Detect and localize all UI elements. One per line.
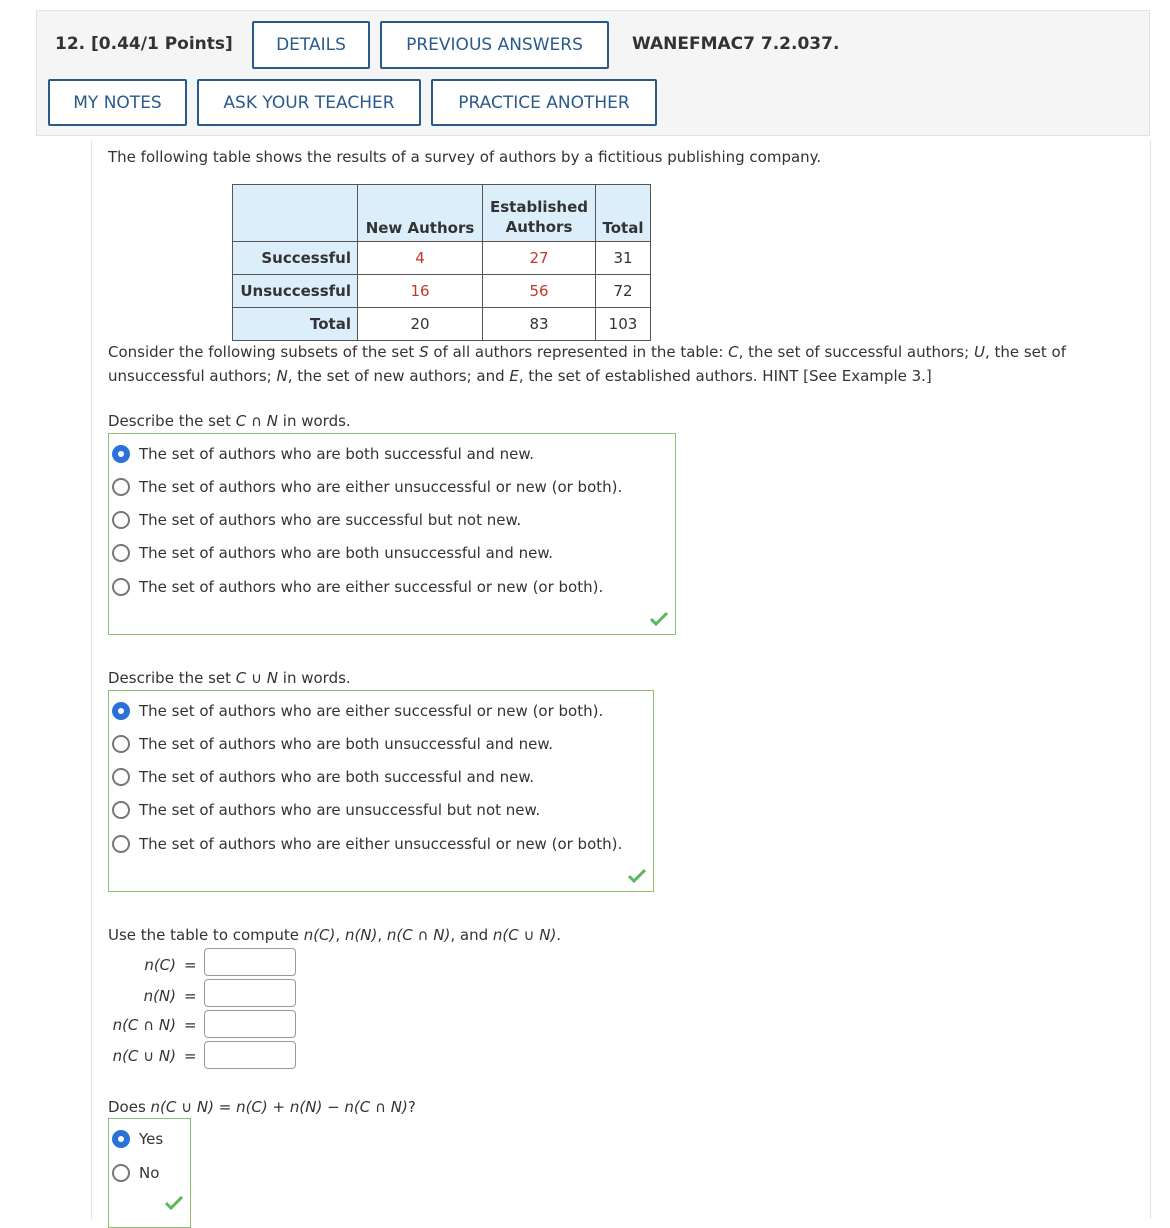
- table-cell: 83: [483, 308, 596, 341]
- nCunionN-input[interactable]: [204, 1041, 296, 1069]
- radio-icon[interactable]: [112, 835, 130, 853]
- q2-option-2[interactable]: The set of authors who are both unsuccessful and new.: [112, 733, 553, 755]
- question-number: 12. [0.44/1 Points]: [55, 34, 233, 54]
- radio-icon[interactable]: [112, 1164, 130, 1182]
- col-new-authors: New Authors: [358, 185, 483, 242]
- q4-option-no[interactable]: No: [112, 1162, 159, 1184]
- my-notes-button[interactable]: MY NOTES: [48, 79, 187, 126]
- table-cell: 103: [596, 308, 651, 341]
- q2-option-4[interactable]: The set of authors who are unsuccessful but not new.: [112, 799, 540, 821]
- nC-label: n(C): [144, 956, 176, 974]
- q1-option-3[interactable]: The set of authors who are successful but not new.: [112, 509, 521, 531]
- radio-icon[interactable]: [112, 735, 130, 753]
- nCunionN-label: n(C ∪ N): [112, 1047, 176, 1065]
- table-row: [233, 242, 651, 275]
- q1-option-5[interactable]: The set of authors who are either successful or new (or both).: [112, 576, 603, 598]
- radio-icon[interactable]: [112, 768, 130, 786]
- table-row: [233, 275, 651, 308]
- col-established-authors: Established Authors: [483, 185, 596, 242]
- previous-answers-button[interactable]: PREVIOUS ANSWERS: [380, 21, 609, 69]
- table-cell: 56: [483, 275, 596, 308]
- ask-teacher-button[interactable]: ASK YOUR TEACHER: [197, 79, 421, 126]
- subsets-description: Consider the following subsets of the set S of all authors represented in the table: C, the set of successful authors; U, the set of unsuccessful authors; N, the set of new authors; and E, the set of established authors. HINT [See Example 3.]: [108, 343, 1067, 385]
- nCintN-label: n(C ∩ N): [112, 1016, 176, 1034]
- equals-sign: =: [184, 987, 197, 1005]
- checkmark-icon: [650, 612, 668, 626]
- nCintN-input[interactable]: [204, 1010, 296, 1038]
- table-corner: [233, 185, 358, 242]
- q1-option-4[interactable]: The set of authors who are both unsuccessful and new.: [112, 542, 553, 564]
- q1-option-1[interactable]: The set of authors who are both successful and new.: [112, 443, 534, 465]
- equals-sign: =: [184, 1016, 197, 1034]
- row-label: Successful: [233, 242, 358, 275]
- intro-text: The following table shows the results of a survey of authors by a fictitious publishing company.: [108, 148, 822, 166]
- table-cell: 27: [483, 242, 596, 275]
- nN-input[interactable]: [204, 979, 296, 1007]
- radio-selected-icon[interactable]: [112, 445, 130, 463]
- q2-prompt: Describe the set C ∪ N in words.: [108, 669, 351, 687]
- q4-option-yes[interactable]: Yes: [112, 1128, 163, 1150]
- checkmark-icon: [628, 869, 646, 883]
- radio-icon[interactable]: [112, 801, 130, 819]
- radio-icon[interactable]: [112, 578, 130, 596]
- table-cell: 72: [596, 275, 651, 308]
- equals-sign: =: [184, 1047, 197, 1065]
- q2-option-3[interactable]: The set of authors who are both successful and new.: [112, 766, 534, 788]
- radio-selected-icon[interactable]: [112, 1130, 130, 1148]
- radio-icon[interactable]: [112, 511, 130, 529]
- equals-sign: =: [184, 956, 197, 974]
- q1-option-2[interactable]: The set of authors who are either unsuccessful or new (or both).: [112, 476, 622, 498]
- table-row: [233, 308, 651, 341]
- survey-table: [232, 184, 651, 341]
- practice-another-button[interactable]: PRACTICE ANOTHER: [431, 79, 657, 126]
- radio-icon[interactable]: [112, 544, 130, 562]
- table-cell: 31: [596, 242, 651, 275]
- table-cell: 20: [358, 308, 483, 341]
- q2-option-5[interactable]: The set of authors who are either unsuccessful or new (or both).: [112, 833, 622, 855]
- question-code: WANEFMAC7 7.2.037.: [632, 34, 840, 54]
- q2-option-1[interactable]: The set of authors who are either successful or new (or both).: [112, 700, 603, 722]
- nN-label: n(N): [143, 987, 176, 1005]
- nC-input[interactable]: [204, 948, 296, 976]
- q3-prompt: Use the table to compute n(C), n(N), n(C ∩ N), and n(C ∪ N).: [108, 926, 562, 944]
- radio-selected-icon[interactable]: [112, 702, 130, 720]
- table-cell: 16: [358, 275, 483, 308]
- col-total: Total: [596, 185, 651, 242]
- radio-icon[interactable]: [112, 478, 130, 496]
- checkmark-icon: [165, 1196, 183, 1210]
- details-button[interactable]: DETAILS: [252, 21, 370, 69]
- row-label: Total: [233, 308, 358, 341]
- q4-prompt: Does n(C ∪ N) = n(C) + n(N) − n(C ∩ N)?: [108, 1098, 416, 1116]
- table-cell: 4: [358, 242, 483, 275]
- q1-prompt: Describe the set C ∩ N in words.: [108, 412, 351, 430]
- row-label: Unsuccessful: [233, 275, 358, 308]
